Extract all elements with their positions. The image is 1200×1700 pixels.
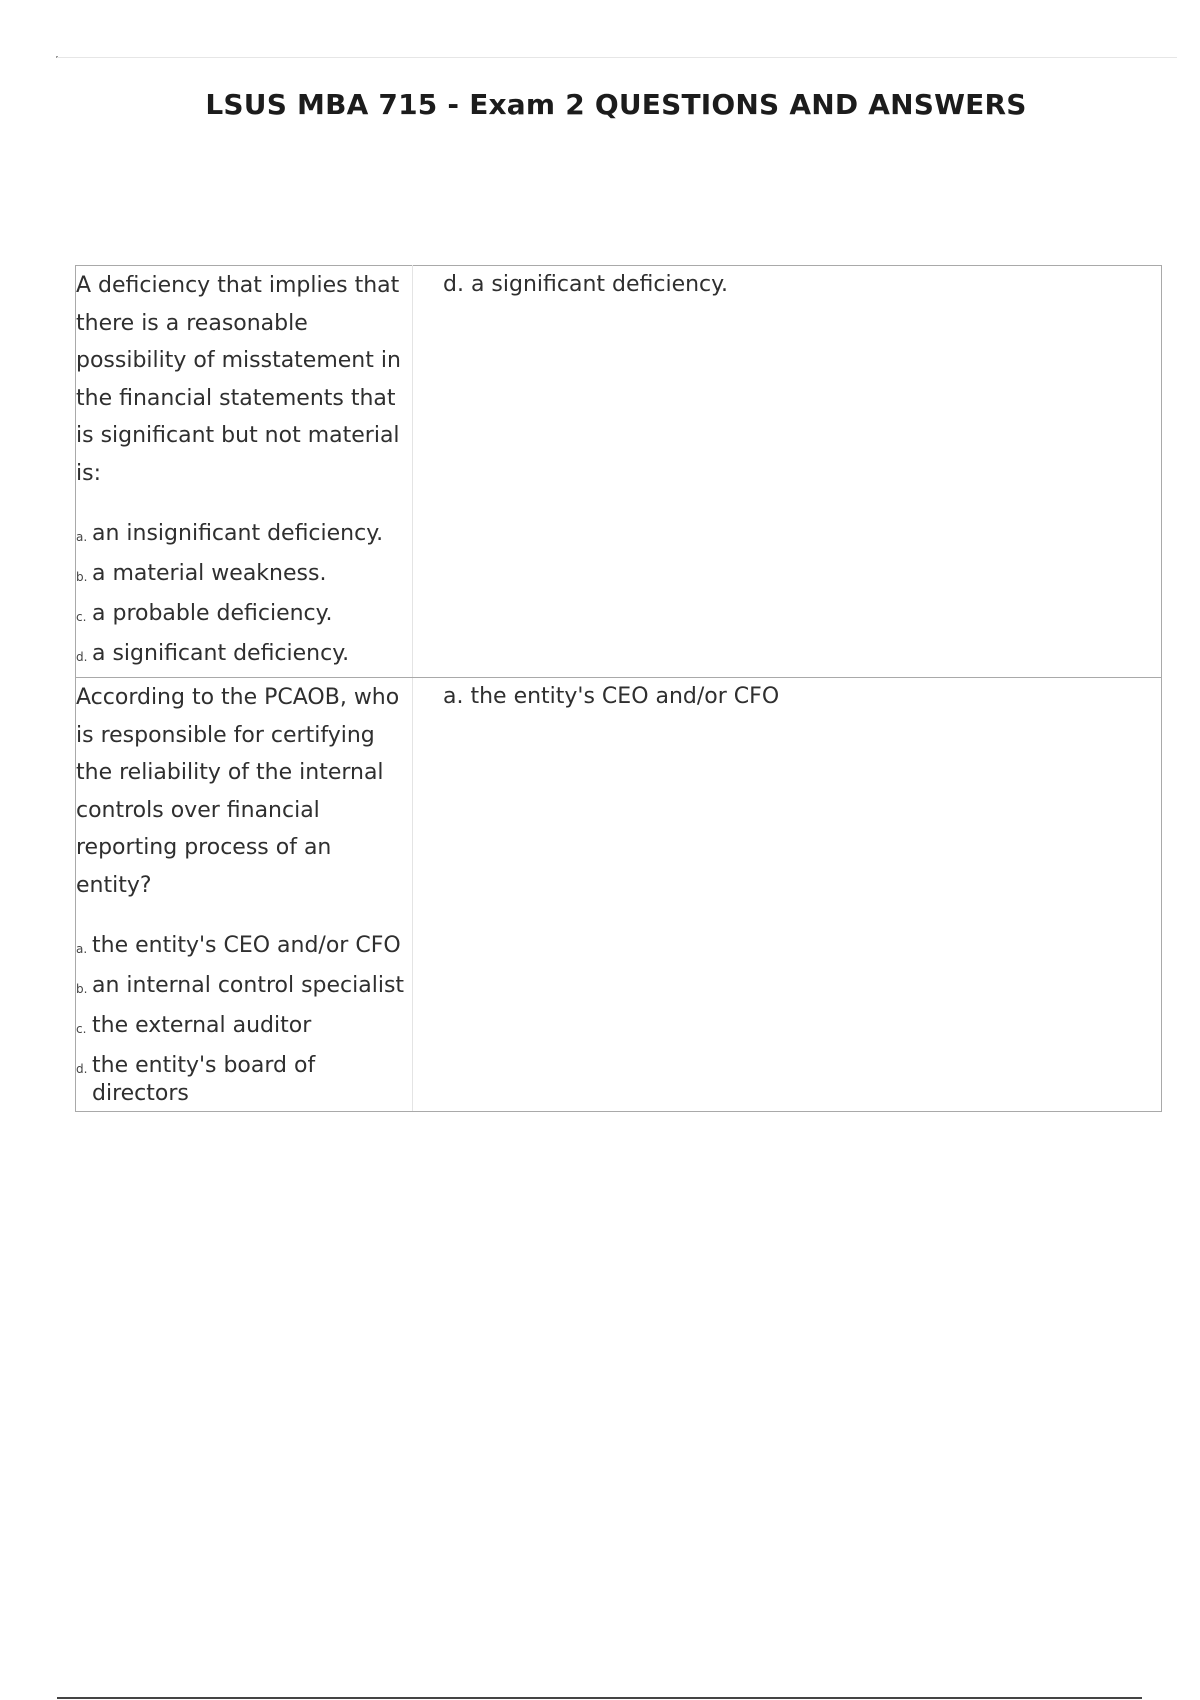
footer-rule — [57, 1697, 1142, 1699]
option-letter: c. — [76, 610, 87, 624]
option-text: the entity's board of directors — [92, 1053, 316, 1106]
option-text: the external auditor — [92, 1013, 312, 1038]
question-text: A deficiency that implies that there is a reasonable possibility of misstatement in the financial statements that is significant but not material is: — [76, 273, 401, 486]
option-letter: b. — [76, 982, 88, 996]
document-title: LSUS MBA 715 - Exam 2 QUESTIONS AND ANSWERS — [205, 88, 1027, 121]
option-text: an internal control specialist — [92, 973, 405, 998]
qa-table — [75, 265, 1162, 1112]
option-text: a material weakness. — [92, 561, 327, 586]
answer-cell — [413, 678, 1162, 1112]
header-rule — [57, 57, 1177, 58]
question-text: According to the PCAOB, who is responsible for certifying the reliability of the internal controls over financial reporting process of an entity? — [76, 685, 400, 898]
options-list — [76, 517, 412, 677]
option-letter: d. — [76, 650, 88, 664]
answer-text: d. a significant deficiency. — [443, 272, 729, 297]
option-item — [76, 1009, 412, 1049]
answer-cell — [413, 266, 1162, 678]
qa-row — [76, 678, 1162, 1112]
option-letter: a. — [76, 530, 88, 544]
question-cell — [76, 266, 413, 678]
option-text: a probable deficiency. — [92, 601, 333, 626]
option-item — [76, 597, 412, 637]
answer-text: a. the entity's CEO and/or CFO — [443, 684, 780, 709]
question-cell — [76, 678, 413, 1112]
option-letter: c. — [76, 1022, 87, 1036]
option-letter: d. — [76, 1062, 88, 1076]
option-item — [76, 517, 412, 557]
qa-row — [76, 266, 1162, 678]
option-item — [76, 1049, 412, 1111]
option-item — [76, 969, 412, 1009]
option-letter: b. — [76, 570, 88, 584]
option-item — [76, 557, 412, 597]
option-item — [76, 637, 412, 677]
option-text: an insignificant deficiency. — [92, 521, 384, 546]
option-item — [76, 929, 412, 969]
option-text: the entity's CEO and/or CFO — [92, 933, 401, 958]
options-list — [76, 929, 412, 1111]
option-letter: a. — [76, 942, 88, 956]
option-text: a significant deficiency. — [92, 641, 350, 666]
